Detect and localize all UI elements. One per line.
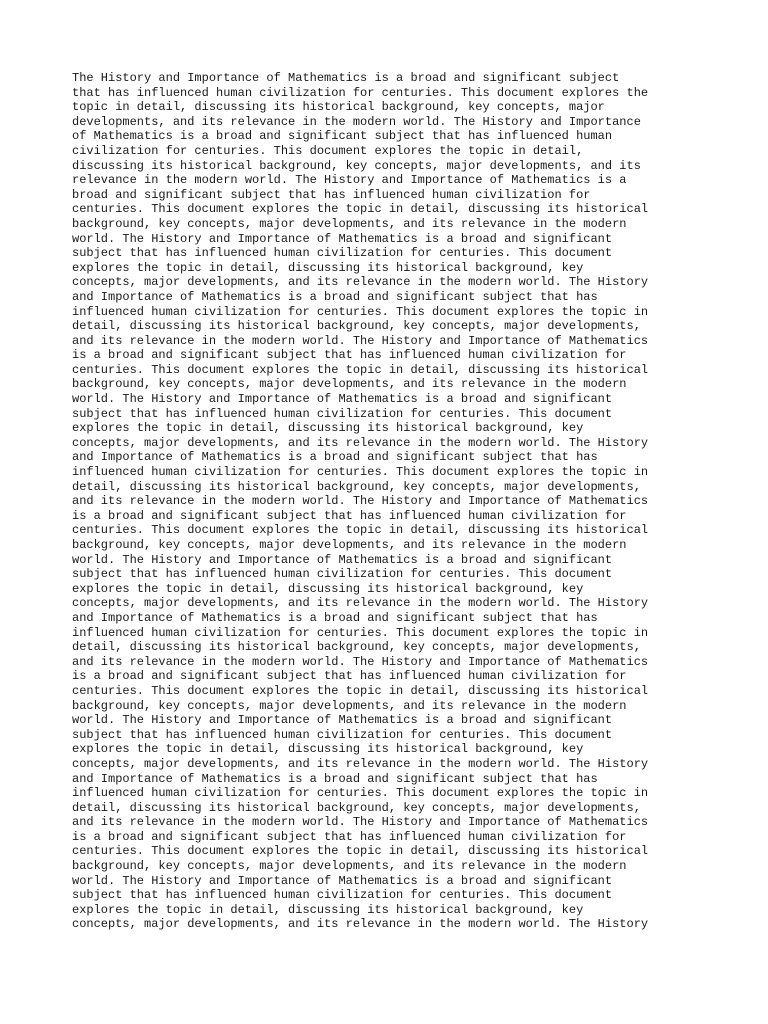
text-line: detail, discussing its historical background, key concepts, major developments, [72, 319, 641, 334]
text-line: and its relevance in the modern world. The History and Importance of Mathematics [72, 494, 649, 509]
text-line: world. The History and Importance of Mathematics is a broad and significant [72, 713, 613, 728]
text-line: relevance in the modern world. The History and Importance of Mathematics is a [72, 173, 627, 188]
text-line: background, key concepts, major developments, and its relevance in the modern [72, 538, 627, 552]
text-line: that has influenced human civilization for centuries. This document explores the [72, 85, 649, 100]
text-line: explores the topic in detail, discussing its historical background, key [72, 421, 584, 436]
text-line: concepts, major developments, and its relevance in the modern world. The History [72, 275, 649, 290]
text-line: centuries. This document explores the topic in detail, discussing its historical [72, 202, 649, 217]
document-body-text [72, 71, 712, 932]
text-line: is a broad and significant subject that has influenced human civilization for [72, 829, 627, 844]
text-line: concepts, major developments, and its relevance in the modern world. The History [72, 596, 649, 611]
text-line: and its relevance in the modern world. The History and Importance of Mathematics [72, 333, 649, 348]
text-line: subject that has influenced human civilization for centuries. This document [72, 567, 613, 582]
text-line: and its relevance in the modern world. The History and Importance of Mathematics [72, 815, 649, 830]
text-line: concepts, major developments, and its relevance in the modern world. The History [72, 756, 649, 771]
text-line: and Importance of Mathematics is a broad and significant subject that has [72, 771, 598, 786]
text-line: developments, and its relevance in the modern world. The History and Importance [72, 114, 641, 129]
text-line: and Importance of Mathematics is a broad and significant subject that has [72, 289, 598, 304]
text-line: background, key concepts, major developments, and its relevance in the modern [72, 377, 627, 392]
text-line: influenced human civilization for centuries. This document explores the topic in [72, 786, 649, 801]
text-line: and Importance of Mathematics is a broad and significant subject that has [72, 450, 598, 465]
text-line: and its relevance in the modern world. The History and Importance of Mathematics [72, 654, 649, 669]
text-line: and Importance of Mathematics is a broad and significant subject that has [72, 610, 598, 625]
text-line: world. The History and Importance of Mathematics is a broad and significant [72, 873, 613, 888]
text-line: subject that has influenced human civilization for centuries. This document [72, 406, 613, 421]
text-line: The History and Importance of Mathematics is a broad and significant subject [72, 71, 620, 85]
text-line: explores the topic in detail, discussing its historical background, key [72, 902, 584, 917]
text-line: influenced human civilization for centuries. This document explores the topic in [72, 465, 649, 480]
text-line: influenced human civilization for centuries. This document explores the topic in [72, 625, 649, 640]
text-line: centuries. This document explores the topic in detail, discussing its historical [72, 362, 649, 377]
text-line: world. The History and Importance of Mathematics is a broad and significant [72, 552, 613, 567]
text-line: discussing its historical background, key concepts, major developments, and its [72, 158, 641, 173]
text-line: background, key concepts, major developments, and its relevance in the modern [72, 859, 627, 874]
text-line: influenced human civilization for centuries. This document explores the topic in [72, 304, 649, 319]
text-line: is a broad and significant subject that has influenced human civilization for [72, 508, 627, 523]
text-line: world. The History and Importance of Mathematics is a broad and significant [72, 231, 613, 246]
text-line: is a broad and significant subject that has influenced human civilization for [72, 348, 627, 363]
text-line: broad and significant subject that has influenced human civilization for [72, 187, 591, 202]
text-line: detail, discussing its historical background, key concepts, major developments, [72, 800, 641, 815]
text-line: detail, discussing its historical background, key concepts, major developments, [72, 640, 641, 655]
text-line: is a broad and significant subject that has influenced human civilization for [72, 669, 627, 684]
text-line: subject that has influenced human civilization for centuries. This document [72, 727, 613, 742]
text-line: background, key concepts, major developments, and its relevance in the modern [72, 216, 627, 231]
text-line: subject that has influenced human civilization for centuries. This document [72, 246, 613, 261]
text-line: subject that has influenced human civilization for centuries. This document [72, 888, 613, 903]
text-line: concepts, major developments, and its relevance in the modern world. The History [72, 917, 649, 932]
text-line: concepts, major developments, and its relevance in the modern world. The History [72, 435, 649, 450]
text-line: centuries. This document explores the topic in detail, discussing its historical [72, 844, 649, 859]
text-line: detail, discussing its historical background, key concepts, major developments, [72, 479, 641, 494]
text-line: topic in detail, discussing its historical background, key concepts, major [72, 100, 605, 115]
text-line: centuries. This document explores the topic in detail, discussing its historical [72, 523, 649, 538]
text-line: explores the topic in detail, discussing its historical background, key [72, 260, 584, 275]
text-line: civilization for centuries. This document explores the topic in detail, [72, 143, 584, 158]
text-line: explores the topic in detail, discussing its historical background, key [72, 742, 584, 757]
text-line: world. The History and Importance of Mathematics is a broad and significant [72, 392, 613, 407]
text-line: explores the topic in detail, discussing its historical background, key [72, 581, 584, 596]
text-line: centuries. This document explores the topic in detail, discussing its historical [72, 683, 649, 698]
text-line: background, key concepts, major developments, and its relevance in the modern [72, 698, 627, 713]
text-line: of Mathematics is a broad and significant subject that has influenced human [72, 129, 613, 144]
